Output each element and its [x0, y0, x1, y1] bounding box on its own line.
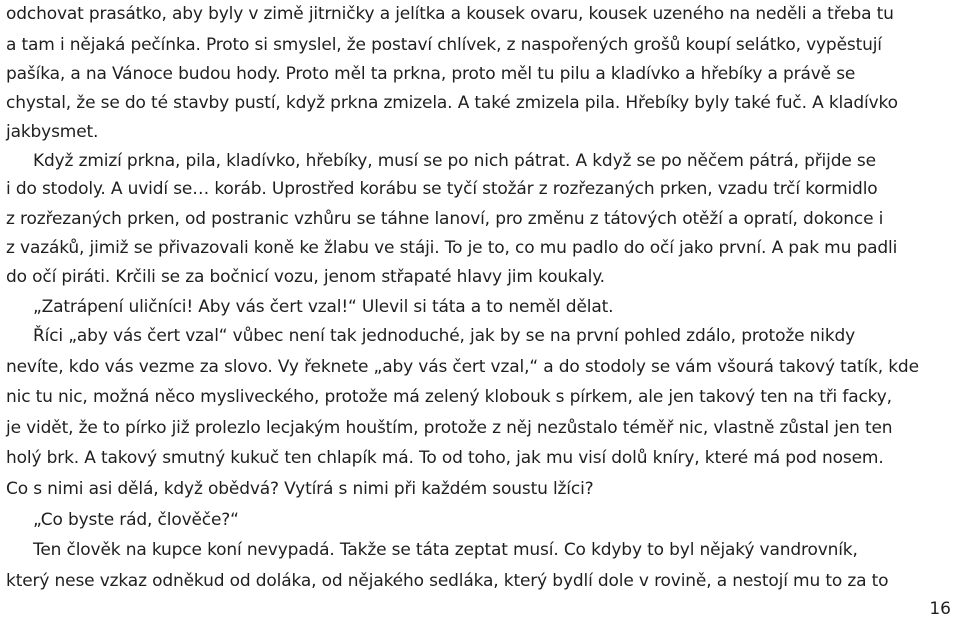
text-line: z rozřezaných prken, od postranic vzhůru se táhne lanoví, pro změnu z tátových otěží a opratí, dokonce i	[6, 209, 884, 229]
text-line: nic tu nic, možná něco mysliveckého, protože má zelený klobouk s pírkem, ale jen takový ten na tři facky,	[6, 387, 892, 407]
text-line: a tam i nějaká pečínka. Proto si smyslel, že postaví chlívek, z naspořených grošů koupí selátko, vypěstují	[6, 35, 882, 55]
text-line: odchovat prasátko, aby byly v zimě jitrničky a jelítka a kousek ovaru, kousek uzeného na neděli a třeba tu	[6, 4, 894, 24]
text-line: z vazáků, jimiž se přivazovali koně ke žlabu ve stáji. To je to, co mu padlo do očí jako první. A pak mu padli	[6, 238, 898, 258]
text-line: jakbysmet.	[6, 122, 99, 142]
paragraph-first-line: „Zatrápení uličníci! Aby vás čert vzal!“ Ulevil si táta a to neměl dělat.	[33, 297, 614, 317]
text-line: chystal, že se do té stavby pustí, když prkna zmizela. A také zmizela pila. Hřebíky byly také fuč. A kladívko	[6, 93, 898, 113]
text-line: do očí piráti. Krčili se za bočnicí vozu, jenom střapaté hlavy jim koukaly.	[6, 267, 605, 287]
paragraph-first-line: Když zmizí prkna, pila, kladívko, hřebíky, musí se po nich pátrat. A když se po něčem pátrá, přijde se	[33, 151, 876, 171]
text-line: holý brk. A takový smutný kukuč ten chlapík má. To od toho, jak mu visí dolů kníry, které má pod nosem.	[6, 448, 884, 468]
text-line: i do stodoly. A uvidí se… koráb. Uprostřed korábu se tyčí stožár z rozřezaných prken, vzadu trčí kormidlo	[6, 179, 878, 199]
paragraph-first-line: „Co byste rád, člověče?“	[33, 510, 239, 530]
text-line: pašíka, a na Vánoce budou hody. Proto měl ta prkna, proto měl tu pilu a kladívko a hřebíky a právě se	[6, 64, 856, 84]
page-number: 16	[929, 599, 951, 619]
text-line: který nese vzkaz odněkud od doláka, od nějakého sedláka, který bydlí dole v rovině, a nestojí mu to za to	[6, 571, 889, 591]
text-line: Co s nimi asi dělá, když obědvá? Vytírá s nimi při každém soustu lžíci?	[6, 479, 594, 499]
paragraph-first-line: Říci „aby vás čert vzal“ vůbec není tak jednoduché, jak by se na první pohled zdálo, protože nikdy	[33, 326, 856, 346]
text-line: nevíte, kdo vás vezme za slovo. Vy řeknete „aby vás čert vzal,“ a do stodoly se vám všourá takový tatík, kde	[6, 357, 919, 377]
paragraph-first-line: Ten člověk na kupce koní nevypadá. Takže se táta zeptat musí. Co kdyby to byl nějaký vandrovník,	[33, 540, 858, 560]
text-line: je vidět, že to pírko již prolezlo lecjakým houštím, protože z něj nezůstalo téměř nic, vlastně zůstal jen ten	[6, 418, 893, 438]
